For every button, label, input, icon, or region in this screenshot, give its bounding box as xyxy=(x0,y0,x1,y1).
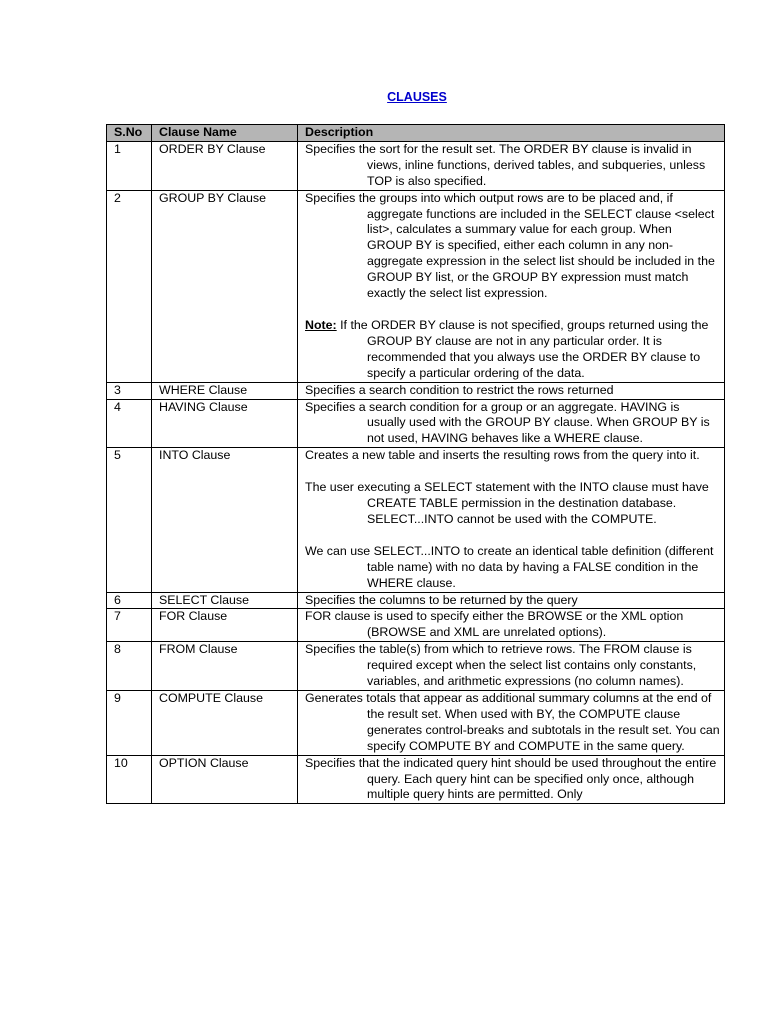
description-paragraph: Specifies the sort for the result set. The ORDER BY clause is invalid in views, inline functions, derived tables, and subqueries, unless TOP is also specified. xyxy=(305,141,706,188)
row-clause-name: HAVING Clause xyxy=(152,399,298,448)
row-description xyxy=(298,691,725,756)
row-sno: 2 xyxy=(107,190,152,382)
table-row xyxy=(107,190,725,382)
row-description xyxy=(298,382,725,399)
description-paragraph: FOR clause is used to specify either the BROWSE or the XML option (BROWSE and XML are unrelated options). xyxy=(305,609,684,640)
description-paragraph: Specifies the groups into which output rows are to be placed and, if aggregate functions are included in the SELECT clause <select list>, calculates a summary value for each group. When GROUP BY is specified, either each column in any non-aggregate expression in the select list should be included in the GROUP BY list, or the GROUP BY expression must match exactly the select list expression. xyxy=(305,190,715,301)
row-sno: 4 xyxy=(107,399,152,448)
table-row xyxy=(107,642,725,691)
row-sno: 5 xyxy=(107,448,152,592)
row-description xyxy=(298,592,725,609)
row-description xyxy=(298,141,725,190)
description-paragraph: The user executing a SELECT statement with the INTO clause must have CREATE TABLE permission in the destination database. SELECT...INTO cannot be used with the COMPUTE. xyxy=(305,480,709,526)
table-row xyxy=(107,592,725,609)
row-sno: 7 xyxy=(107,609,152,642)
row-clause-name: COMPUTE Clause xyxy=(152,691,298,756)
description-paragraph: Specifies a search condition to restrict the rows returned xyxy=(305,382,614,397)
row-sno: 9 xyxy=(107,691,152,756)
row-clause-name: ORDER BY Clause xyxy=(152,141,298,190)
table-row xyxy=(107,399,725,448)
description-paragraph: Specifies the columns to be returned by the query xyxy=(305,592,578,607)
note-paragraph xyxy=(305,318,720,382)
header-sno: S.No xyxy=(107,125,152,142)
row-sno: 10 xyxy=(107,755,152,804)
row-clause-name: FROM Clause xyxy=(152,642,298,691)
description-paragraph: We can use SELECT...INTO to create an identical table definition (different table name) with no data by having a FALSE condition in the WHERE clause. xyxy=(305,543,714,590)
row-description xyxy=(298,190,725,382)
row-description xyxy=(298,642,725,691)
row-sno: 8 xyxy=(107,642,152,691)
row-clause-name: SELECT Clause xyxy=(152,592,298,609)
row-clause-name: GROUP BY Clause xyxy=(152,190,298,382)
table-row xyxy=(107,691,725,756)
note-label: Note: xyxy=(305,317,337,332)
row-clause-name: OPTION Clause xyxy=(152,755,298,804)
row-clause-name: FOR Clause xyxy=(152,609,298,642)
table-row xyxy=(107,755,725,804)
clauses-table xyxy=(106,124,725,804)
table-header-row xyxy=(107,125,725,142)
table-row xyxy=(107,141,725,190)
page-title: CLAUSES xyxy=(387,90,447,104)
row-clause-name: INTO Clause xyxy=(152,448,298,592)
row-description xyxy=(298,448,725,592)
row-sno: 6 xyxy=(107,592,152,609)
row-description xyxy=(298,609,725,642)
header-clause-name: Clause Name xyxy=(152,125,298,142)
row-sno: 1 xyxy=(107,141,152,190)
table-row xyxy=(107,609,725,642)
table-row xyxy=(107,448,725,592)
description-paragraph: Specifies that the indicated query hint should be used throughout the entire query. Each query hint can be specified only once, although multiple query hints are permitted. Only xyxy=(305,755,717,802)
description-paragraph: Creates a new table and inserts the resulting rows from the query into it. xyxy=(305,448,700,463)
row-description xyxy=(298,399,725,448)
header-description: Description xyxy=(298,125,725,142)
description-paragraph: Specifies a search condition for a group or an aggregate. HAVING is usually used with the GROUP BY clause. When GROUP BY is not used, HAVING behaves like a WHERE clause. xyxy=(305,399,710,446)
table-row xyxy=(107,382,725,399)
description-paragraph: Generates totals that appear as additional summary columns at the end of the result set. When used with BY, the COMPUTE clause generates control-breaks and subtotals in the result set. You can specify COMPUTE BY and COMPUTE in the same query. xyxy=(305,691,720,753)
description-paragraph: Specifies the table(s) from which to retrieve rows. The FROM clause is required except when the select list contains only constants, variables, and arithmetic expressions (no column names). xyxy=(305,642,697,689)
row-clause-name: WHERE Clause xyxy=(152,382,298,399)
note-text: If the ORDER BY clause is not specified, groups returned using the GROUP BY clause are not in any particular order. It is recommended that you always use the ORDER BY clause to specify a particular ordering of the data. xyxy=(336,317,709,380)
row-sno: 3 xyxy=(107,382,152,399)
row-description xyxy=(298,755,725,804)
